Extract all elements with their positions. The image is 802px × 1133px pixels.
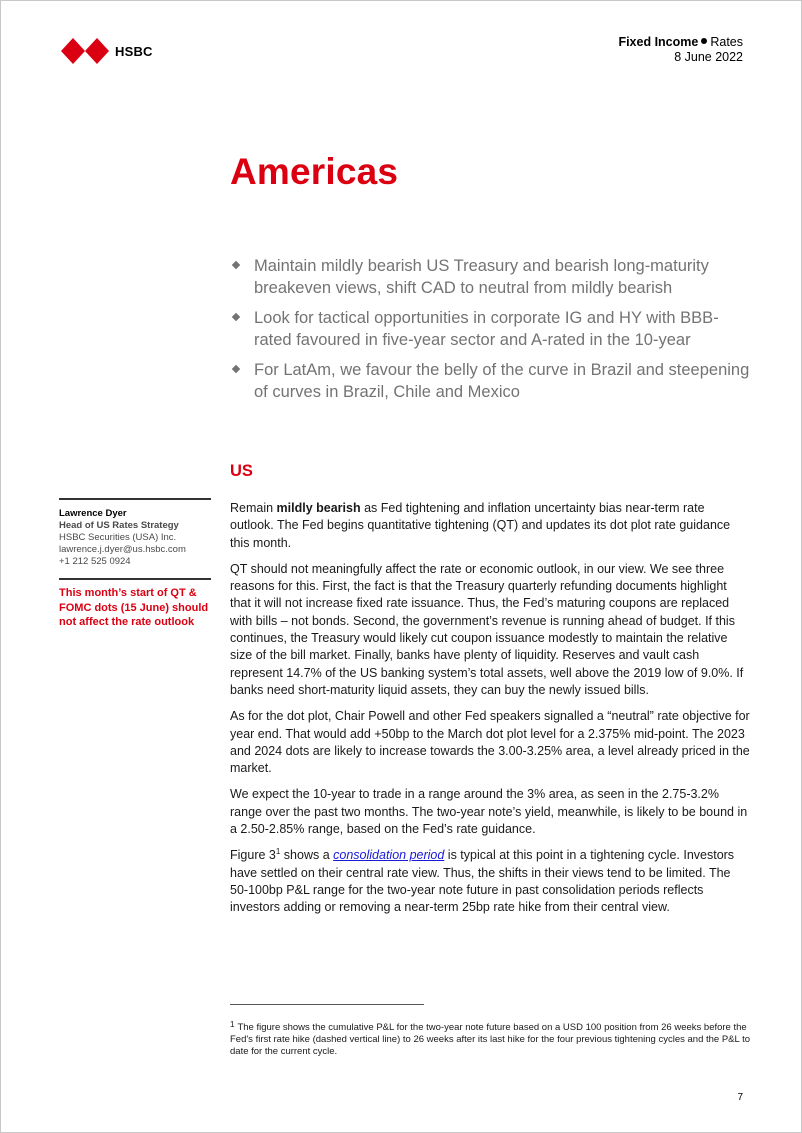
- page-title: Americas: [230, 151, 399, 192]
- footnote-marker[interactable]: 1: [275, 847, 281, 857]
- paragraph-text: Remain: [230, 501, 277, 515]
- report-header: [618, 35, 743, 65]
- footnote-number: 1: [230, 1020, 235, 1029]
- diamond-bullet-icon: [232, 313, 240, 321]
- hsbc-hexagon-icon: [61, 38, 109, 64]
- footnote: [230, 1022, 750, 1057]
- paragraph: [230, 500, 750, 552]
- paragraph: As for the dot plot, Chair Powell and other Fed speakers signalled a “neutral” rate objective for year end. That would add +50bp to the March dot plot level for a 2.375% mid-point. The 2023 and 2024 dots are likely to increase towards the 3.00-3.25% area, a level already priced in the market.: [230, 709, 750, 776]
- footnote-text: The figure shows the cumulative P&L for the two-year note future based on a USD 100 position from 26 weeks before the Fed's first rate hike (dashed vertical line) to 26 weeks after its last hike for the four previous tightening cycles and the P&L to date for the current cycle.: [230, 1022, 750, 1057]
- figure-reference: Figure 3: [230, 848, 276, 863]
- author-email[interactable]: lawrence.j.dyer@us.hsbc.com: [59, 544, 186, 555]
- author-company: HSBC Securities (USA) Inc.: [59, 532, 177, 543]
- paragraph-text: is typical at this point in a tightening cycle. Investors have settled on their central rate view. Thus, the shifts in their views tend to be limited. The 50-100bp P&L range for the two-year note future in past consolidation periods reflects investors adding or removing a near-term 25bp rate hike from their central view.: [230, 848, 735, 915]
- author-box: [59, 498, 211, 568]
- paragraph: QT should not meaningfully affect the rate or economic outlook, in our view. We see three reasons for this. First, the fact is that the Treasury quarterly refunding documents highlight that it will not increase fixed rate issuance. Thus, the Fed’s maturing coupons are replaced with bills – not bonds. Second, the government’s revenue is running ahead of budget. If this continues, the Treasury would likely cut coupon issuance modestly to maintain the relative size of the bill market. Finally, banks have plenty of liquidity. Reserves and vault cash represent 14.7% of the US banking system’s total assets, well above the 2019 low of 9.0%. If banks need short-maturity liquid assets, they can buy the newly issued bills.: [230, 561, 744, 697]
- footnote-divider: [230, 1004, 424, 1005]
- article-body: [230, 500, 750, 926]
- paragraph: We expect the 10-year to trade in a range around the 3% area, as seen in the 2.75-3.2% range over the past two months. The two-year note’s yield, meanwhile, is likely to be bound in a 2.50-2.85% range, based on the Fed’s rate guidance.: [230, 787, 748, 837]
- separator-dot-icon: [701, 38, 707, 44]
- sidebar-callout: This month’s start of QT & FOMC dots (15 June) should not affect the rate outlook: [59, 578, 211, 630]
- author-name: Lawrence Dyer: [59, 508, 127, 519]
- paragraph-text: shows a: [280, 848, 334, 863]
- key-point: [230, 359, 750, 403]
- emphasis-text: mildly bearish: [276, 501, 361, 515]
- diamond-bullet-icon: [232, 365, 240, 373]
- report-category: Fixed Income: [618, 35, 699, 49]
- key-point-text: Maintain mildly bearish US Treasury and bearish long-maturity breakeven views, shift CAD to neutral from mildly bearish: [254, 257, 709, 297]
- diamond-bullet-icon: [232, 261, 240, 269]
- report-subcategory: Rates: [710, 35, 743, 49]
- report-date: 8 June 2022: [674, 50, 743, 64]
- hsbc-logo: [61, 37, 161, 65]
- key-point: [230, 307, 750, 351]
- paragraph: [230, 847, 750, 916]
- author-phone: +1 212 525 0924: [59, 556, 131, 567]
- key-point: [230, 255, 750, 299]
- author-role: Head of US Rates Strategy: [59, 520, 179, 531]
- key-point-text: For LatAm, we favour the belly of the curve in Brazil and steepening of curves in Brazil, Chile and Mexico: [254, 361, 750, 401]
- key-points-list: [230, 255, 750, 411]
- section-heading: US: [230, 462, 253, 480]
- paragraph-text: as Fed tightening and inflation uncertainty bias near-term rate outlook. The Fed begins quantitative tightening (QT) and updates its dot plot rate guidance this month.: [230, 501, 731, 550]
- brand-name: HSBC: [115, 43, 153, 59]
- consolidation-period-link[interactable]: consolidation period: [333, 848, 445, 863]
- page-number: 7: [737, 1092, 743, 1103]
- key-point-text: Look for tactical opportunities in corporate IG and HY with BBB-rated favoured in five-year sector and A-rated in the 10-year: [254, 309, 719, 349]
